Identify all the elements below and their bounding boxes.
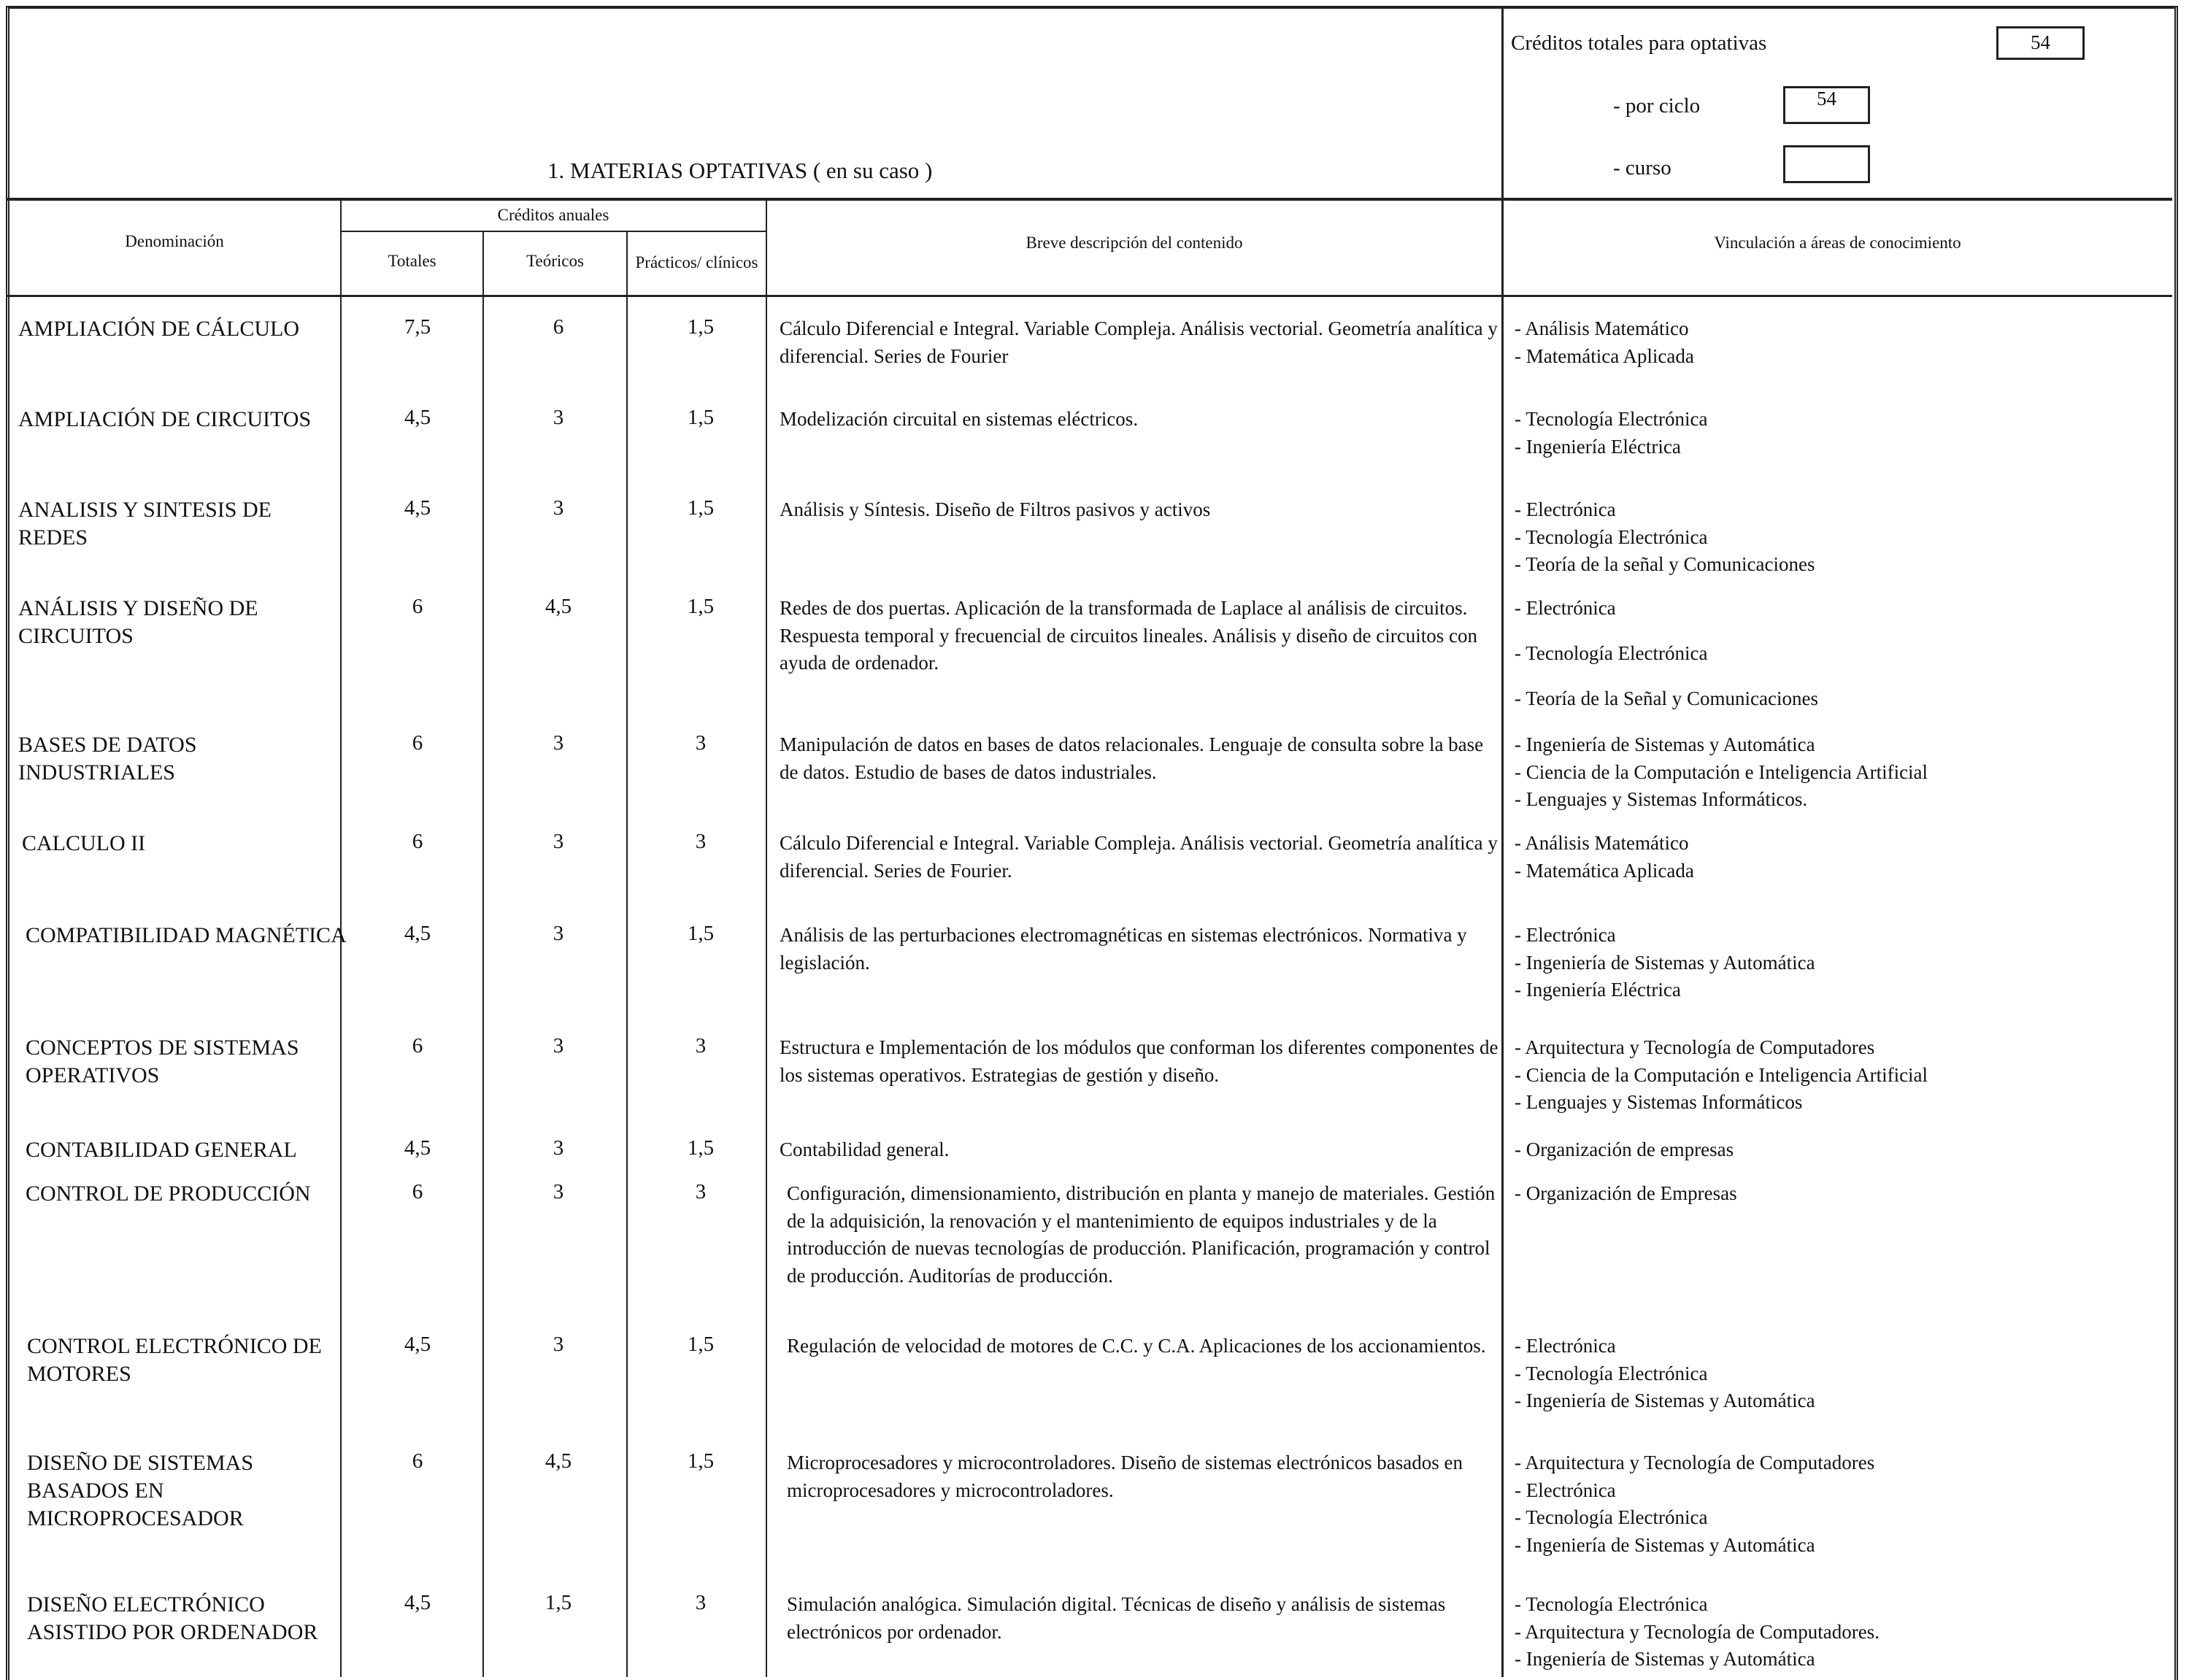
credits-totales: 4,5 xyxy=(404,1591,431,1614)
column-divider-descripcion xyxy=(766,201,767,1677)
area-item: - Electrónica xyxy=(1515,1335,1616,1357)
subject-name: DISEÑO ELECTRÓNICO ASISTIDO POR ORDENADOR xyxy=(27,1592,318,1644)
area-item: - Ingeniería de Sistemas y Automática xyxy=(1515,1533,1815,1556)
area-item: - Electrónica xyxy=(1515,597,1616,619)
subject-description: Cálculo Diferencial e Integral. Variable Compleja. Análisis vectorial. Geometría analítica y diferencial. Series de Fourier xyxy=(780,317,1498,367)
column-divider-practicos xyxy=(626,232,628,1677)
area-item: - Electrónica xyxy=(1515,924,1616,946)
subject-name: CALCULO II xyxy=(22,831,146,855)
credits-totales: 4,5 xyxy=(404,922,431,945)
area-item: - Electrónica xyxy=(1515,498,1616,520)
credits-practicos: 1,5 xyxy=(687,406,715,429)
area-item: - Matemática Aplicada xyxy=(1515,344,1694,367)
column-divider-teoricos xyxy=(482,232,484,1677)
area-item: - Tecnología Electrónica xyxy=(1515,1362,1708,1384)
credits-total-box: 54 xyxy=(1996,26,2085,60)
credits-totales: 4,5 xyxy=(404,406,431,429)
credits-practicos: 3 xyxy=(695,1034,707,1057)
subject-description: Análisis y Síntesis. Diseño de Filtros pasivos y activos xyxy=(780,498,1211,520)
area-item: - Electrónica xyxy=(1515,1479,1616,1501)
page-title: 1. MATERIAS OPTATIVAS ( en su caso ) xyxy=(547,158,933,183)
credits-teoricos: 4,5 xyxy=(545,1449,572,1473)
area-item: - Ciencia de la Computación e Inteligencia Artificial xyxy=(1515,1063,1928,1086)
knowledge-areas xyxy=(1515,496,2040,579)
column-divider-areas xyxy=(1501,6,1504,1677)
knowledge-areas xyxy=(1515,1034,2040,1117)
credits-totales: 4,5 xyxy=(404,496,431,520)
credits-teoricos: 3 xyxy=(553,1333,564,1356)
credits-practicos: 1,5 xyxy=(687,922,715,945)
subject-description: Redes de dos puertas. Aplicación de la transformada de Laplace al análisis de circuitos. Respuesta temporal y frecuencial de circuitos lineales. Análisis y diseño de circuitos con ayuda de ordenador. xyxy=(780,597,1477,674)
credits-totales: 4,5 xyxy=(404,1333,431,1356)
area-item: - Arquitectura y Tecnología de Computadores xyxy=(1515,1036,1875,1058)
subject-name: CONTROL ELECTRÓNICO DE MOTORES xyxy=(27,1334,322,1386)
subject-name: DISEÑO DE SISTEMAS BASADOS EN MICROPROCESADOR xyxy=(27,1451,254,1530)
subject-name: AMPLIACIÓN DE CÁLCULO xyxy=(18,317,299,341)
subject-name: CONCEPTOS DE SISTEMAS OPERATIVOS xyxy=(26,1036,299,1087)
area-item: - Ciencia de la Computación e Inteligencia Artificial xyxy=(1515,760,1928,783)
subject-name: COMPATIBILIDAD MAGNÉTICA xyxy=(26,923,347,947)
header-teoricos: Teóricos xyxy=(526,252,584,270)
area-item: - Teoría de la señal y Comunicaciones xyxy=(1515,553,1815,575)
area-item: - Análisis Matemático xyxy=(1515,317,1689,339)
credits-teoricos: 3 xyxy=(553,922,564,945)
area-item: - Ingeniería Eléctrica xyxy=(1515,435,1681,458)
credits-teoricos: 4,5 xyxy=(545,595,572,618)
credits-teoricos: 3 xyxy=(553,1180,564,1203)
credits-practicos: 3 xyxy=(695,1180,707,1203)
per-cycle-box: 54 xyxy=(1783,86,1870,124)
subject-description: Simulación analógica. Simulación digital. Técnicas de diseño y análisis de sistemas electrónicos por ordenador. xyxy=(787,1593,1446,1643)
knowledge-areas xyxy=(1515,1180,2040,1208)
header-vinculacion: Vinculación a áreas de conocimiento xyxy=(1714,234,1961,252)
credits-practicos: 1,5 xyxy=(687,595,715,618)
credits-practicos: 1,5 xyxy=(687,315,715,339)
subject-name: ANÁLISIS Y DISEÑO DE CIRCUITOS xyxy=(18,596,258,648)
knowledge-areas xyxy=(1515,315,2040,370)
per-cycle-label: - por ciclo xyxy=(1613,94,1701,117)
knowledge-areas xyxy=(1515,595,2040,731)
area-item: - Análisis Matemático xyxy=(1515,832,1689,854)
subject-name: CONTROL DE PRODUCCIÓN xyxy=(26,1182,311,1206)
area-item: - Teoría de la Señal y Comunicaciones xyxy=(1515,687,1818,709)
knowledge-areas xyxy=(1515,1333,2040,1415)
area-item: - Ingeniería Eléctrica xyxy=(1515,979,1681,1001)
subject-description: Modelización circuital en sistemas eléctricos. xyxy=(780,408,1139,430)
credits-teoricos: 3 xyxy=(553,1136,564,1160)
subject-description: Configuración, dimensionamiento, distribución en planta y manejo de materiales. Gestión de la adquisición, la renovación y el mantenimiento de equipos industriales y de la introducción de nuevas tecnologías de producción. Planificación, programación y control de producción. Auditorías de producción. xyxy=(787,1182,1496,1287)
credits-teoricos: 3 xyxy=(553,1034,564,1057)
credits-practicos: 1,5 xyxy=(687,1449,715,1473)
credits-total-label: Créditos totales para optativas xyxy=(1511,31,1767,55)
subject-description: Manipulación de datos en bases de datos relacionales. Lenguaje de consulta sobre la base de datos. Estudio de bases de datos industriales. xyxy=(780,733,1484,783)
subject-description: Cálculo Diferencial e Integral. Variable Compleja. Análisis vectorial. Geometría analítica y diferencial. Series de Fourier. xyxy=(780,832,1498,882)
header-totales: Totales xyxy=(388,252,436,270)
area-item: - Arquitectura y Tecnología de Computadores. xyxy=(1515,1620,1880,1643)
area-item: - Organización de empresas xyxy=(1515,1138,1734,1160)
area-item: - Lenguajes y Sistemas Informáticos xyxy=(1515,1091,1803,1113)
header-descripcion: Breve descripción del contenido xyxy=(1026,234,1243,252)
area-item: - Ingeniería de Sistemas y Automática xyxy=(1515,1390,1815,1411)
knowledge-areas xyxy=(1515,922,2040,1004)
knowledge-areas xyxy=(1515,406,2040,461)
credits-totales: 6 xyxy=(412,1034,423,1057)
subject-name: ANALISIS Y SINTESIS DE REDES xyxy=(18,498,272,550)
knowledge-areas xyxy=(1515,1449,2040,1559)
credits-practicos: 1,5 xyxy=(687,496,715,520)
area-item: - Matemática Aplicada xyxy=(1515,859,1694,882)
area-item: - Ingeniería de Sistemas y Automática xyxy=(1515,951,1815,974)
creditos-subheader-rule xyxy=(340,231,766,232)
knowledge-areas xyxy=(1515,1136,2040,1164)
credits-teoricos: 3 xyxy=(553,496,564,520)
credits-totales: 6 xyxy=(412,1449,423,1473)
course-box xyxy=(1783,145,1870,183)
credits-totales: 6 xyxy=(412,731,423,755)
credits-practicos: 1,5 xyxy=(687,1333,715,1356)
header-creditos-anuales: Créditos anuales xyxy=(497,206,609,224)
area-item: - Tecnología Electrónica xyxy=(1515,642,1708,664)
subject-description: Contabilidad general. xyxy=(780,1138,950,1160)
area-item: - Tecnología Electrónica xyxy=(1515,1593,1708,1615)
area-item: - Lenguajes y Sistemas Informáticos. xyxy=(1515,788,1808,810)
credits-teoricos: 6 xyxy=(553,315,564,339)
credits-totales: 4,5 xyxy=(404,1136,431,1160)
subject-name: AMPLIACIÓN DE CIRCUITOS xyxy=(18,407,312,431)
credits-practicos: 3 xyxy=(695,830,707,853)
credits-teoricos: 3 xyxy=(553,731,564,755)
area-item: - Tecnología Electrónica xyxy=(1515,1506,1708,1528)
subject-description: Microprocesadores y microcontroladores. Diseño de sistemas electrónicos basados en microprocesadores y microcontroladores. xyxy=(787,1452,1463,1501)
credits-teoricos: 3 xyxy=(553,406,564,429)
area-item: - Ingeniería de Sistemas y Automática xyxy=(1515,1648,1815,1670)
subject-description: Estructura e Implementación de los módulos que conforman los diferentes componentes de los sistemas operativos. Estrategias de gestión y diseño. xyxy=(780,1036,1499,1086)
knowledge-areas xyxy=(1515,731,2040,814)
subject-description: Análisis de las perturbaciones electromagnéticas en sistemas electrónicos. Normativa y legislación. xyxy=(780,924,1467,974)
credits-practicos: 3 xyxy=(695,1591,707,1614)
credits-totales: 6 xyxy=(412,1180,423,1203)
area-item: - Tecnología Electrónica xyxy=(1515,525,1708,548)
credits-practicos: 3 xyxy=(695,731,707,755)
credits-totales: 6 xyxy=(412,830,423,853)
area-item: - Organización de Empresas xyxy=(1515,1182,1737,1204)
subject-description: Regulación de velocidad de motores de C.C. y C.A. Aplicaciones de los accionamientos. xyxy=(787,1335,1486,1357)
area-item: - Arquitectura y Tecnología de Computadores xyxy=(1515,1452,1875,1473)
header-bottom-rule xyxy=(7,198,2172,201)
credits-totales: 6 xyxy=(412,595,423,618)
credits-totales: 7,5 xyxy=(404,315,431,339)
credits-teoricos: 1,5 xyxy=(545,1591,572,1614)
knowledge-areas xyxy=(1515,830,2040,885)
area-item: - Ingeniería de Sistemas y Automática xyxy=(1515,733,1815,755)
knowledge-areas xyxy=(1515,1591,2040,1673)
subject-name: BASES DE DATOS INDUSTRIALES xyxy=(18,733,197,785)
course-label: - curso xyxy=(1613,156,1671,180)
credits-practicos: 1,5 xyxy=(687,1136,715,1160)
header-practicos: Prácticos/ clínicos xyxy=(635,253,758,271)
credits-teoricos: 3 xyxy=(553,830,564,853)
header-denominacion: Denominación xyxy=(125,232,224,250)
subject-name: CONTABILIDAD GENERAL xyxy=(26,1138,297,1162)
column-header-bottom-rule xyxy=(7,295,2172,297)
area-item: - Tecnología Electrónica xyxy=(1515,408,1708,430)
